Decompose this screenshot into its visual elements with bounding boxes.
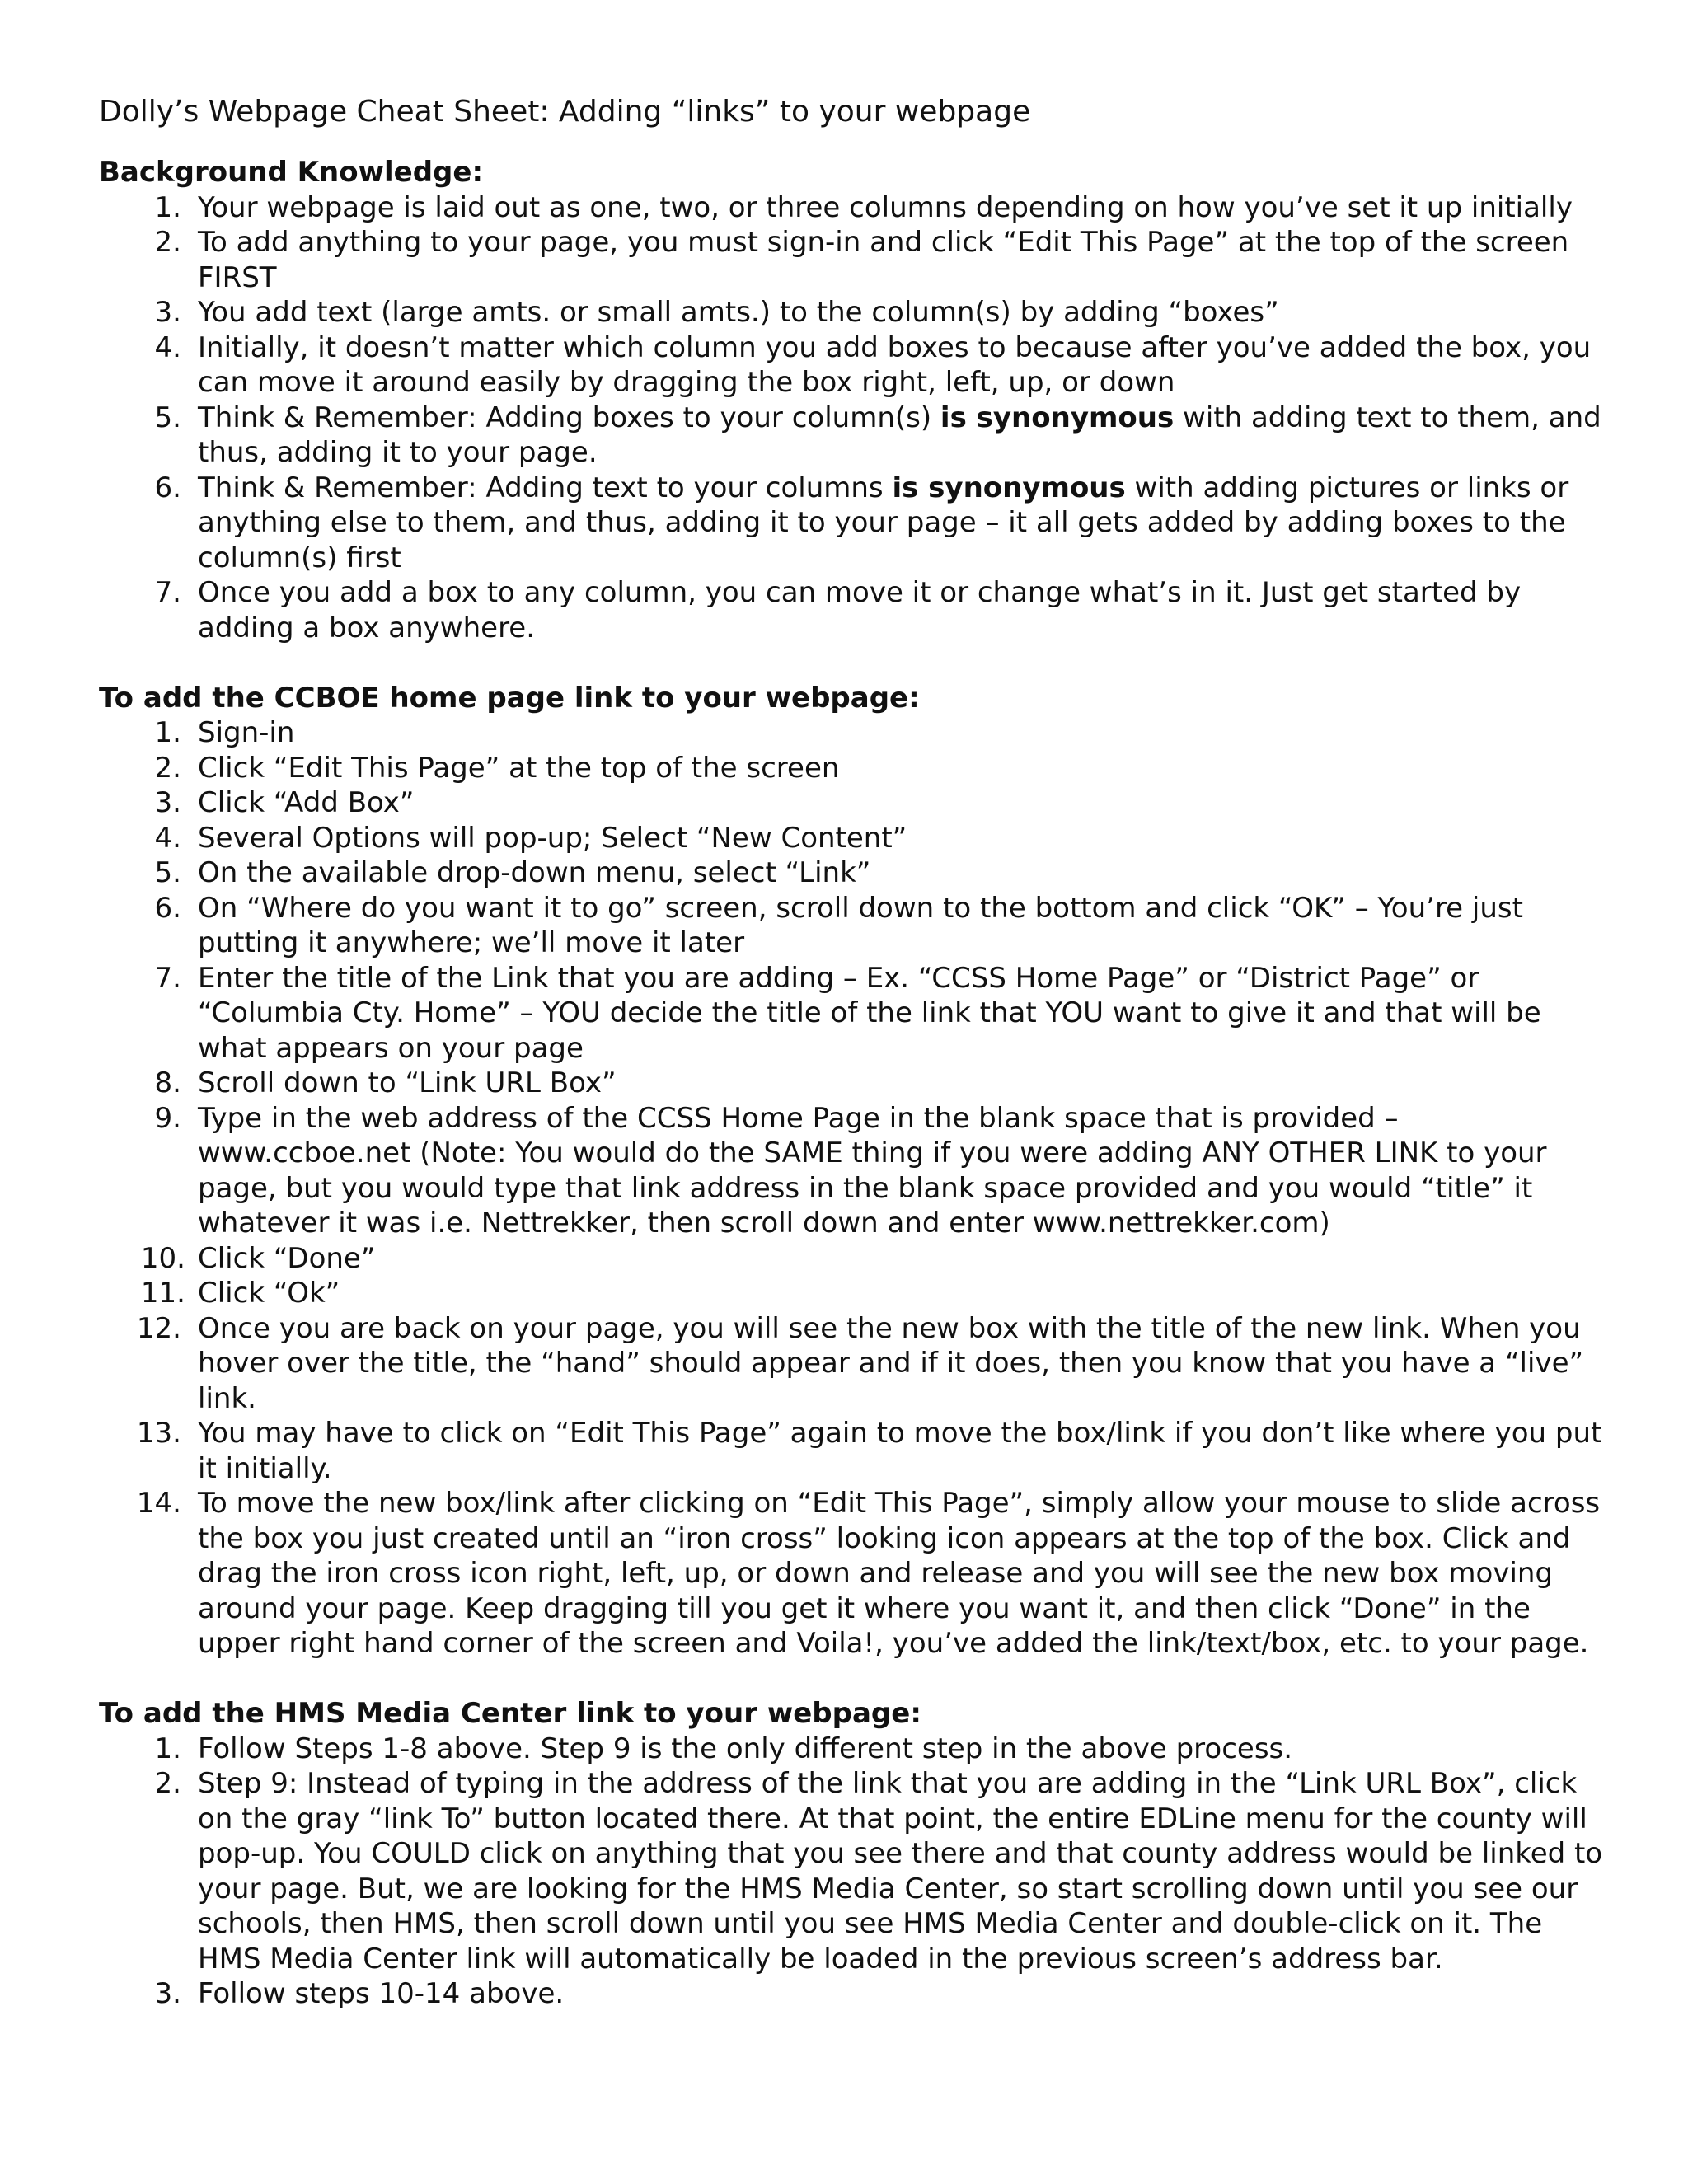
list-item: 3. Click “Add Box” xyxy=(154,786,415,819)
list-item: 3. You add text (large amts. or small amts.) to the column(s) by adding “boxes” xyxy=(154,296,1279,329)
list-item: 12. Once you are back on your page, you will see the new box with the title of the new link. When you hover over the title, the “hand” should appear and if it does, then you know that you have a “live” link. xyxy=(136,1311,1584,1415)
list-item: 6. Think & Remember: Adding text to your columns is synonymous with adding pictures or links or anything else to them, and thus, adding it to your page – it all gets added by adding boxes to the column(s) first xyxy=(154,471,1569,574)
list-item: 2. To add anything to your page, you must sign-in and click “Edit This Page” at the top of the screen FIRST xyxy=(154,226,1569,294)
emphasis-text: is synonymous xyxy=(892,471,1126,504)
list-item: 2. Step 9: Instead of typing in the address of the link that you are adding in the “Link URL Box”, click on the gray “link To” button located there. At that point, the entire EDLine menu for the county will pop-up. You COULD click on anything that you see there and that county address would be linked to your page. But, we are looking for the HMS Media Center, so start scrolling down until you see our schools, then HMS, then scroll down until you see HMS Media Center and double-click on it. The HMS Media Center link will automatically be loaded in the previous screen’s address bar. xyxy=(154,1767,1603,1975)
list-ccboe-steps xyxy=(99,715,1607,1661)
list-item: 1. Your webpage is laid out as one, two, or three columns depending on how you’ve set it up initially xyxy=(154,190,1573,224)
list-background-knowledge xyxy=(99,190,1607,646)
list-item: 3. Follow steps 10-14 above. xyxy=(154,1977,565,2010)
list-hms-steps xyxy=(99,1732,1607,2012)
list-item: 1. Follow Steps 1-8 above. Step 9 is the only different step in the above process. xyxy=(154,1732,1293,1765)
list-item: 14. To move the new box/link after clicking on “Edit This Page”, simply allow your mouse to slide across the box you just created until an “iron cross” looking icon appears at the top of the box. Click and drag the iron cross icon right, left, up, or down and release and you will see the new box moving around your page. Keep dragging till you get it where you want it, and then click “Done” in the upper right hand corner of the screen and Voila!, you’ve added the link/text/box, etc. to your page. xyxy=(136,1487,1601,1660)
list-item: 4. Several Options will pop-up; Select “New Content” xyxy=(154,821,907,855)
list-item: 1. Sign-in xyxy=(154,716,295,749)
list-item: 4. Initially, it doesn’t matter which column you add boxes to because after you’ve added the box, you can move it around easily by dragging the box right, left, up, or down xyxy=(154,330,1592,399)
list-item: 10. Click “Done” xyxy=(140,1241,376,1275)
section-heading-ccboe-link: To add the CCBOE home page link to your webpage: xyxy=(99,681,920,715)
page-title: Dolly’s Webpage Cheat Sheet: Adding “links” to your webpage xyxy=(99,95,1031,129)
list-item: 6. On “Where do you want it to go” screen, scroll down to the bottom and click “OK” – You’re just putting it anywhere; we’ll move it later xyxy=(154,891,1523,959)
list-item: 7. Enter the title of the Link that you are adding – Ex. “CCSS Home Page” or “District Page” or “Columbia Cty. Home” – YOU decide the title of the link that YOU want to give it and that will be what appears on your page xyxy=(154,961,1541,1065)
list-item: 11. Click “Ok” xyxy=(140,1277,340,1310)
list-item: 2. Click “Edit This Page” at the top of the screen xyxy=(154,751,840,785)
list-item: 5. Think & Remember: Adding boxes to your column(s) is synonymous with adding text to them, and thus, adding it to your page. xyxy=(154,401,1601,469)
list-item: 13. You may have to click on “Edit This Page” again to move the box/link if you don’t like where you put it initially. xyxy=(136,1417,1602,1485)
list-item: 5. On the available drop-down menu, select “Link” xyxy=(154,856,871,889)
list-item: 8. Scroll down to “Link URL Box” xyxy=(154,1066,617,1099)
section-heading-background: Background Knowledge: xyxy=(99,156,484,189)
section-heading-hms-link: To add the HMS Media Center link to your webpage: xyxy=(99,1697,921,1730)
document-page xyxy=(99,91,1607,2046)
list-item: 9. Type in the web address of the CCSS Home Page in the blank space that is provided – www.ccboe.net (Note: You would do the SAME thing if you were adding ANY OTHER LINK to your page, but you would type that link address in the blank space provided and you would “title” it whatever it was i.e. Nettrekker, then scroll down and enter www.nettrekker.com) xyxy=(154,1101,1547,1240)
list-item: 7. Once you add a box to any column, you can move it or change what’s in it. Just get started by adding a box anywhere. xyxy=(154,576,1522,644)
emphasis-text: is synonymous xyxy=(940,401,1175,434)
